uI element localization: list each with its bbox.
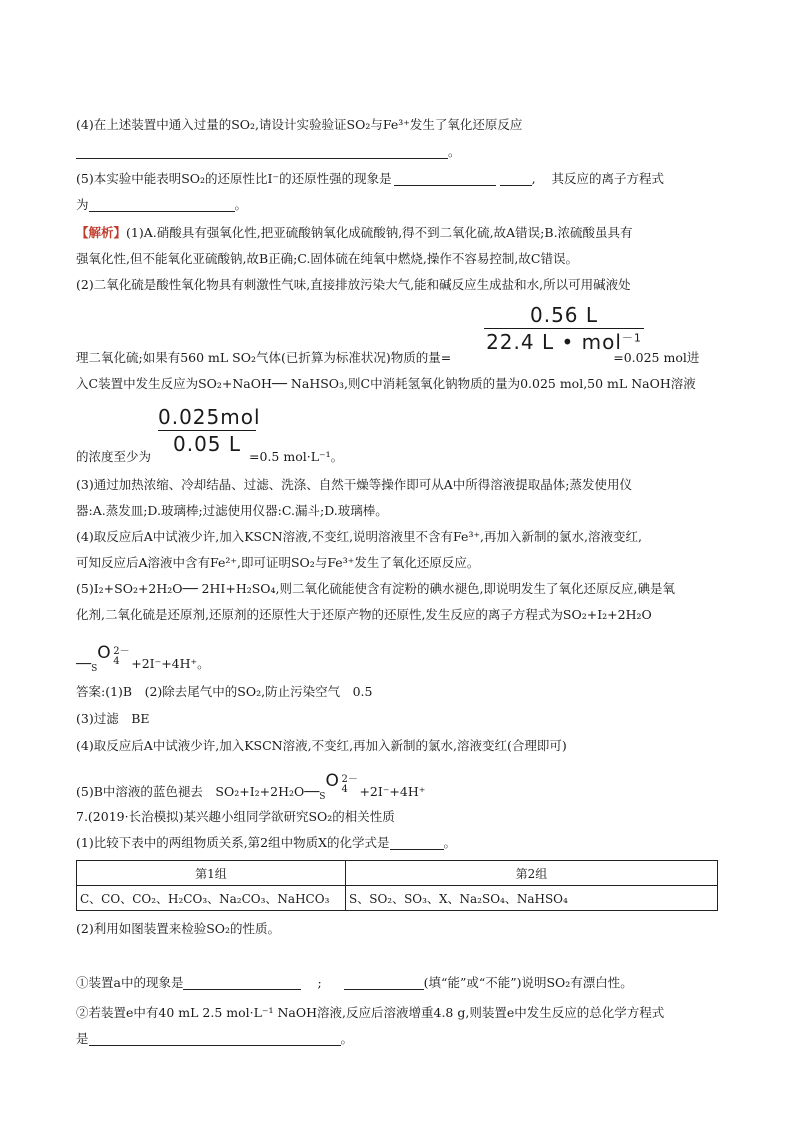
analysis-p1-cont: 强氧化性,但不能氧化亚硫酸钠,故B正确;C.固体硫在纯氧中燃烧,操作不容易控制,故C错误。 bbox=[76, 251, 578, 266]
answer-blank[interactable] bbox=[390, 835, 444, 850]
analysis-p2-moles: 理二氧化硫;如果有560 mL SO₂气体(已折算为标准状况)物质的量= =0.025 mol进 bbox=[76, 350, 700, 365]
answer-blank[interactable] bbox=[500, 171, 532, 186]
analysis-p3: (3)通过加热浓缩、冷却结晶、过滤、洗涤、自然干燥等操作即可从A中所得溶液提取晶体;蒸发使用仪 bbox=[76, 477, 632, 492]
analysis-p2-reaction: 入C装置中发生反应为SO₂+NaOH── NaHSO₃,则C中消耗氢氧化钠物质的量为0.025 mol,50 mL NaOH溶液 bbox=[76, 376, 696, 391]
analysis-p2: (2)二氧化硫是酸性氧化物具有刺激性气味,直接排放污染大气,能和碱反应生成盐和水,所以可用碱液处 bbox=[76, 277, 631, 292]
sulfate-ion-formula: O 2－ 4 bbox=[325, 771, 358, 795]
question-4: (4)在上述装置中通入过量的SO₂,请设计实验验证SO₂与Fe³⁺发生了氧化还原反应 bbox=[76, 117, 523, 132]
analysis-p5-cont: 化剂,二氧化硫是还原剂,还原剂的还原性大于还原产物的还原性,发生反应的离子方程式为SO₂+I₂+2H₂O bbox=[76, 607, 652, 622]
sulfate-ion-formula: O 2－ 4 bbox=[97, 643, 130, 667]
question-7-item-2-cont: 是 。 bbox=[76, 1031, 354, 1046]
question-7-sub-1: (1)比较下表中的两组物质关系,第2组中物质X的化学式是 。 bbox=[76, 835, 457, 850]
question-7-title: 7.(2019·长治模拟)某兴趣小组同学欲研究SO₂的相关性质 bbox=[76, 809, 395, 824]
question-5-line-2: 为 。 bbox=[76, 197, 248, 212]
question-7-item-2: ②若装置e中有40 mL 2.5 mol·L⁻¹ NaOH溶液,反应后溶液增重4.8 g,则装置e中发生反应的总化学方程式 bbox=[76, 1005, 665, 1020]
analysis-p5: (5)I₂+SO₂+2H₂O── 2HI+H₂SO₄,则二氧化硫能使含有淀粉的碘水褪色,即说明发生了氧化还原反应,碘是氧 bbox=[76, 581, 675, 596]
answer-blank[interactable] bbox=[344, 975, 424, 990]
answer-blank[interactable] bbox=[89, 1031, 341, 1046]
question-7-item-1: ①装置a中的现象是 ; (填“能”或“不能”)说明SO₂有漂白性。 bbox=[76, 975, 633, 990]
question-5: (5)本实验中能表明SO₂的还原性比I⁻的还原性强的现象是 , 其反应的离子方程式 bbox=[76, 171, 665, 186]
answer-3: (3)过滤 BE bbox=[76, 711, 150, 726]
answer-blank[interactable] bbox=[183, 975, 301, 990]
answer-blank[interactable] bbox=[89, 197, 235, 212]
table-row: C、CO、CO₂、H₂CO₃、Na₂CO₃、NaHCO₃ S、SO₂、SO₃、X、Na₂SO₄、NaHSO₄ bbox=[77, 886, 718, 911]
answer-4: (4)取反应后A中试液少许,加入KSCN溶液,不变红,再加入新制的氯水,溶液变红(合理即可) bbox=[76, 738, 567, 753]
analysis-p5-equation: $──_S$ O 2－ 4 +2I⁻+4H⁺。 bbox=[76, 643, 210, 674]
answer-1-2: 答案:(1)B (2)除去尾气中的SO₂,防止污染空气 0.5 bbox=[76, 684, 373, 699]
analysis-p4-cont: 可知反应后A溶液中含有Fe²⁺,即可证明SO₂与Fe³⁺发生了氧化还原反应。 bbox=[76, 555, 480, 570]
answer-blank[interactable] bbox=[76, 144, 448, 159]
answer-5: (5)B中溶液的蓝色褪去 $SO_2+I_2+2H_2O──_S$ O 2－ 4 +2I⁻+4H⁺ bbox=[76, 771, 426, 802]
group-comparison-table bbox=[76, 860, 718, 911]
analysis-p4: (4)取反应后A中试液少许,加入KSCN溶液,不变红,说明溶液里不含有Fe³⁺,再加入新制的氯水,溶液变红, bbox=[76, 529, 642, 544]
fraction-concentration: 0.025mol 0.05 L bbox=[158, 405, 261, 456]
analysis-p2-concentration: 的浓度至少为 =0.5 mol·L⁻¹。 bbox=[76, 449, 344, 464]
fraction-moles: 0.56 L 22.4 L • mol$^{-1}$ bbox=[484, 302, 644, 355]
question-4-answer-line: 。 bbox=[76, 143, 718, 161]
question-7-sub-2: (2)利用如图装置来检验SO₂的性质。 bbox=[76, 921, 281, 936]
answer-blank[interactable] bbox=[394, 171, 496, 186]
analysis-p3-cont: 器:A.蒸发皿;D.玻璃棒;过滤使用仪器:C.漏斗;D.玻璃棒。 bbox=[76, 503, 388, 518]
table-header-row: 第1组 第2组 bbox=[77, 861, 718, 886]
analysis-p1: 【解析】(1)A.硝酸具有强氧化性,把亚硫酸钠氧化成硫酸钠,得不到二氧化硫,故A错误;B.浓硫酸虽具有 bbox=[76, 225, 633, 240]
